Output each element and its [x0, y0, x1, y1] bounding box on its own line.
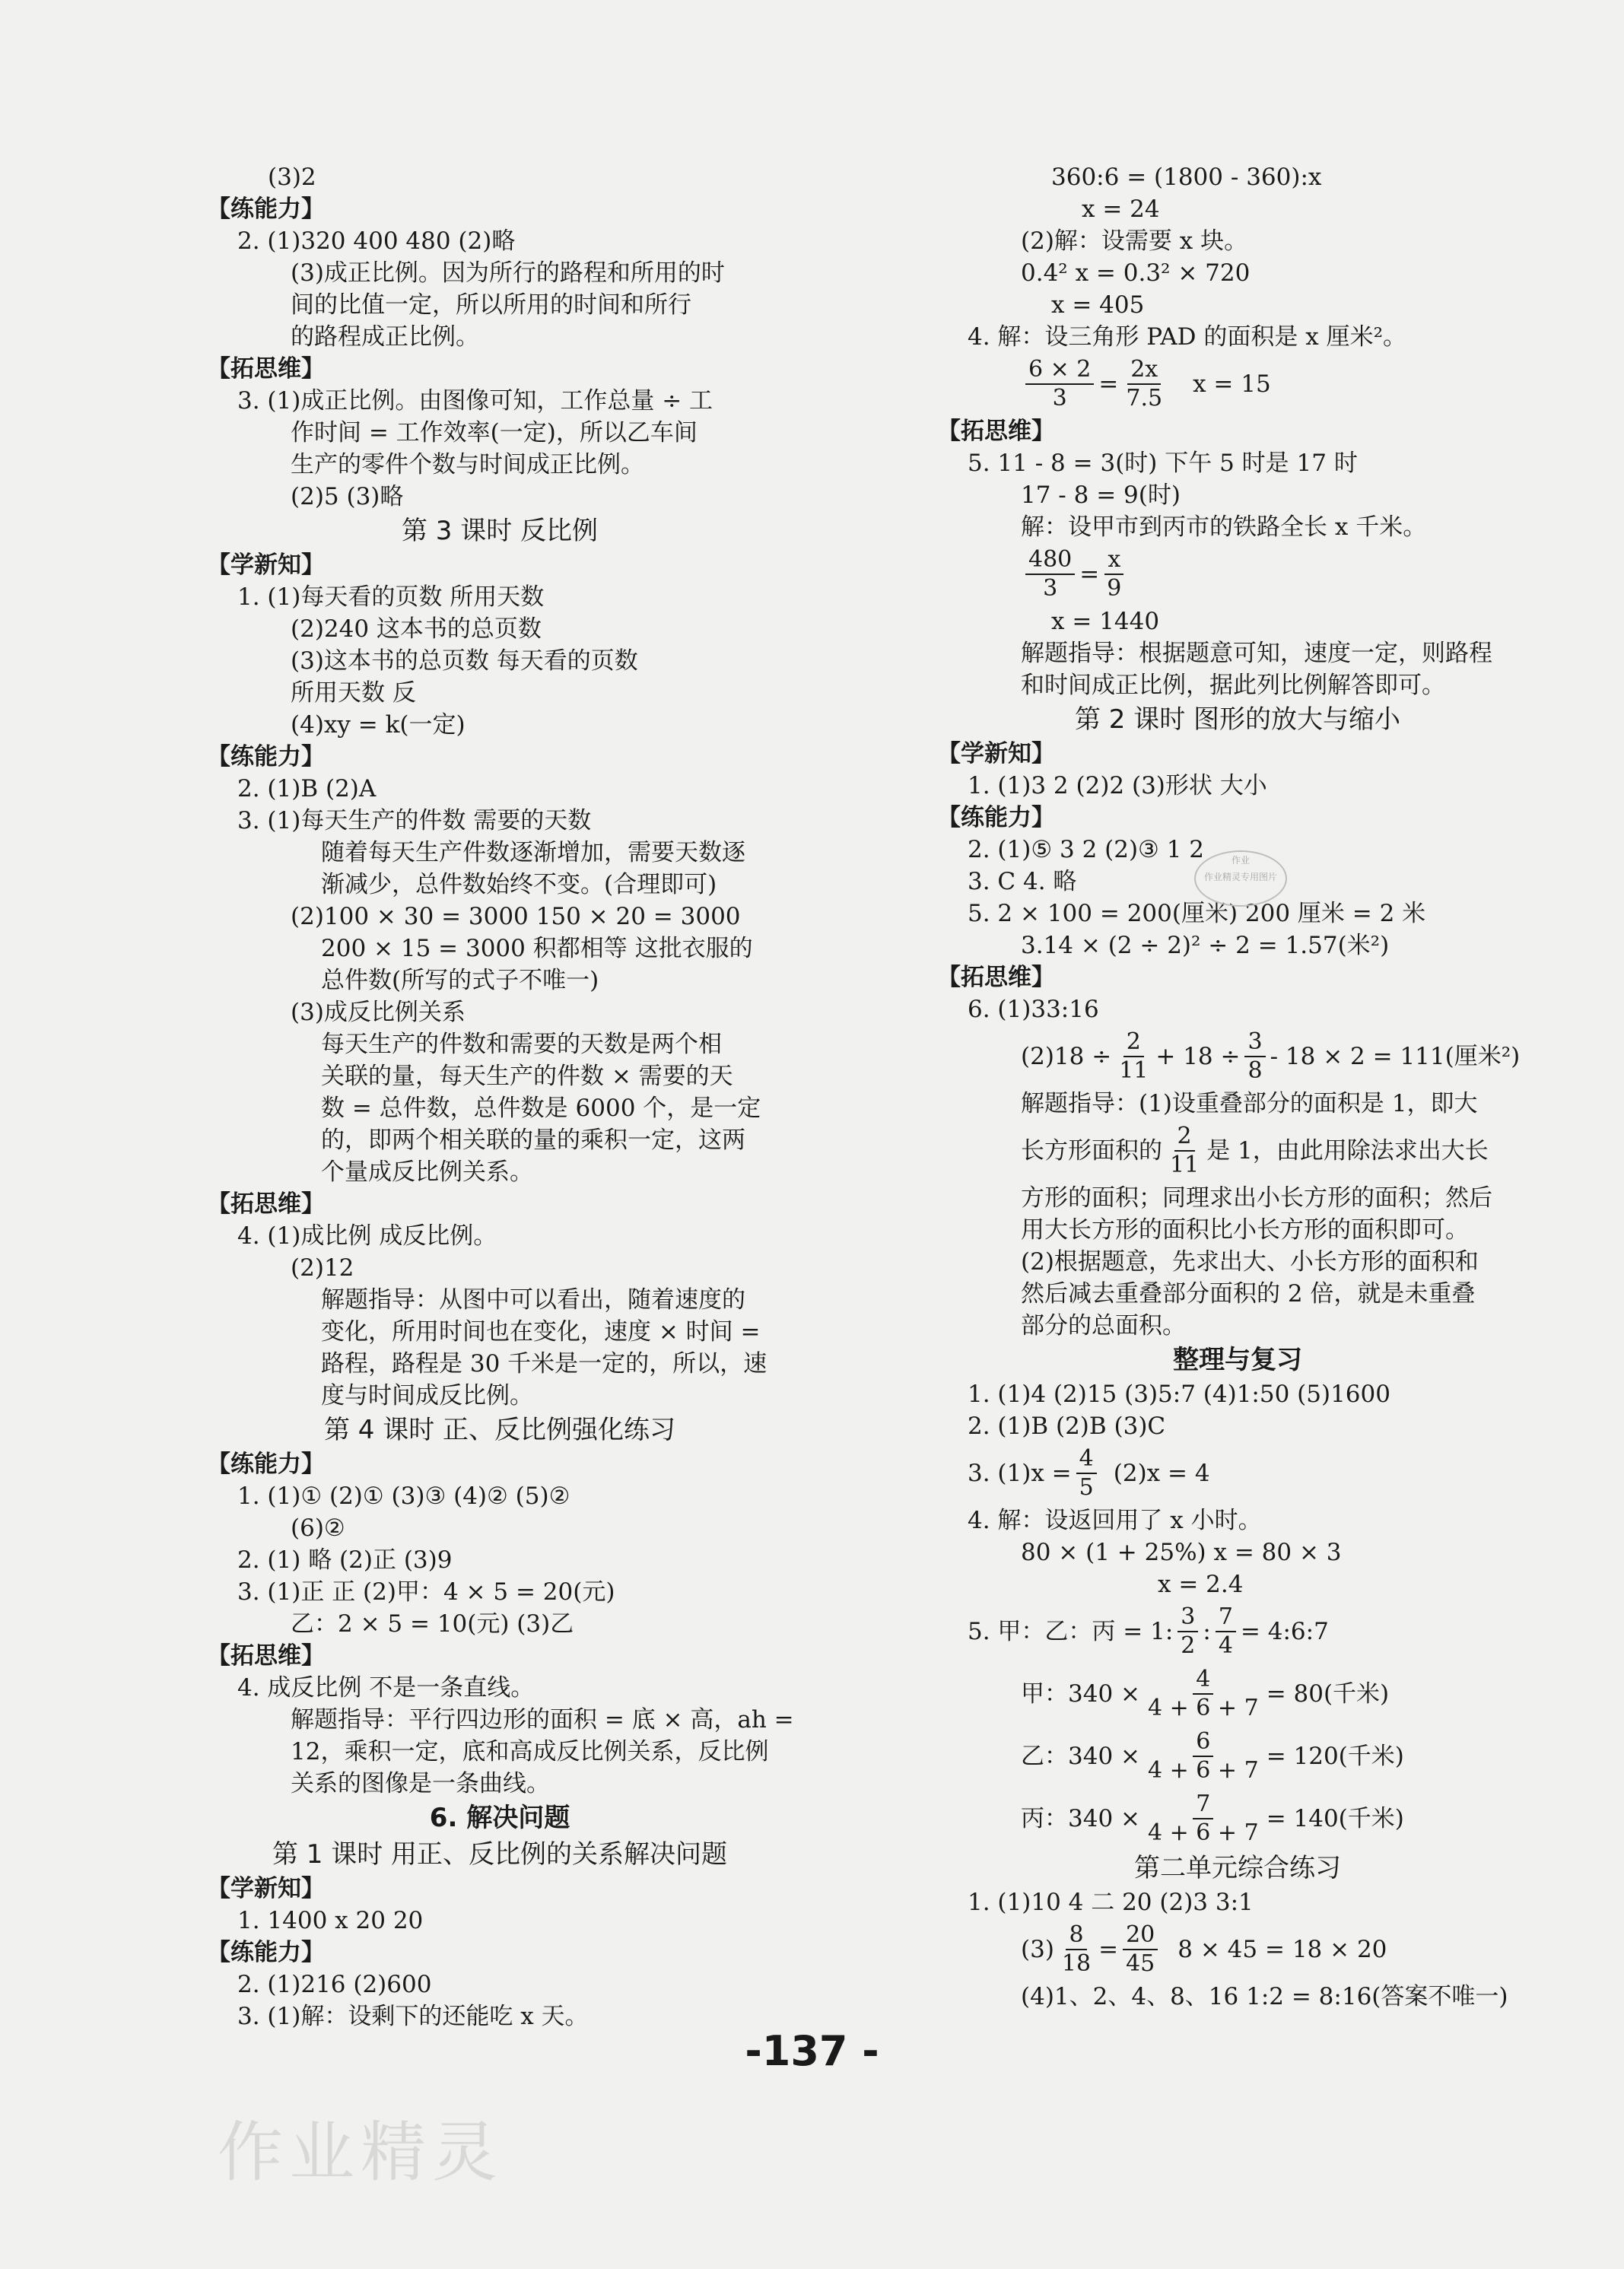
text-line: 1. (1)每天看的页数 所用天数: [237, 583, 545, 611]
text-line: 作时间 = 工作效率(一定)，所以乙车间: [291, 419, 698, 446]
text-line: 解题指导：(1)设重叠部分的面积是 1，即大: [1021, 1090, 1478, 1117]
text-line: (2)100 × 30 = 3000 150 × 20 = 3000: [291, 903, 741, 930]
text-line: 数 = 总件数，总件数是 6000 个，是一定: [321, 1095, 761, 1122]
text-line: 1. (1)10 4 二 20 (2)3 3:1: [968, 1889, 1254, 1916]
section-heading: 【学新知】: [937, 740, 1055, 767]
text-line: (3)成正比例。因为所行的路程和所用的时: [291, 259, 725, 287]
text-line: (2)根据题意，先求出大、小长方形的面积和: [1021, 1248, 1479, 1276]
text-line: 间的比值一定，所以所用的时间和所行: [291, 291, 691, 319]
stamp: 作业 作业精灵专用图片: [1194, 850, 1287, 907]
text-line: 1. (1)4 (2)15 (3)5:7 (4)1:50 (5)1600: [968, 1381, 1390, 1408]
text-line: 4. (1)成比例 成反比例。: [237, 1222, 497, 1250]
text-line: x = 405: [1051, 291, 1145, 319]
section-heading: 【练能力】: [937, 804, 1055, 831]
text-line: 3. (1)每天生产的件数 需要的天数: [237, 807, 592, 834]
text-line: 5. 2 × 100 = 200(厘米) 200 厘米 = 2 米: [968, 900, 1426, 927]
lesson-title: 第二单元综合练习: [1134, 1853, 1341, 1883]
equation-line: 3. (1)x = $\frac{4}{5}$ (2)x = 4: [968, 1445, 1210, 1501]
section-heading: 【学新知】: [207, 551, 325, 579]
section-heading: 【练能力】: [207, 1451, 325, 1478]
fraction: $\frac{2}{11}$: [1119, 1028, 1149, 1084]
equation-line: (2)18 ÷ $\frac{2}{11}$ + 18 ÷ $\frac{3}{8}$ - 18 × 2 = 111(厘米²): [1021, 1028, 1521, 1084]
equation-line: $\frac{6 \times 2}{3}$ = $\frac{2x}{7.5}$ x = 15: [937, 353, 1538, 415]
text-line: 360:6 = (1800 - 360):x: [1051, 164, 1322, 191]
section-title: 整理与复习: [1173, 1345, 1302, 1375]
text-line: (3)成反比例关系: [291, 999, 466, 1026]
text-line: (2)解：设需要 x 块。: [1021, 227, 1248, 255]
text-line: 解题指导：根据题意可知，速度一定，则路程: [1021, 640, 1492, 667]
equation-line: (3) $\frac{8}{18}$ = $\frac{20}{45}$ 8 × 45 = 18 × 20: [1021, 1921, 1387, 1977]
fraction: $\frac{20}{45}$: [1123, 1921, 1158, 1978]
text-line: x = 2.4: [1158, 1571, 1244, 1598]
text-line: 生产的零件个数与时间成正比例。: [291, 451, 644, 478]
equation-line: $\frac{480}{3}$ = $\frac{x}{9}$: [937, 543, 1538, 605]
text-line: 方形的面积；同理求出小长方形的面积；然后: [1021, 1184, 1492, 1212]
text-line: 然后减去重叠部分面积的 2 倍，就是未重叠: [1021, 1280, 1476, 1308]
watermark: 作业精灵: [218, 2115, 504, 2191]
fraction: $\frac{8}{18}$: [1061, 1921, 1092, 1977]
page-number: -137 -: [745, 2027, 879, 2075]
fraction: $\frac{7}{4}$: [1216, 1603, 1236, 1660]
text-line: 80 × (1 + 25%) x = 80 × 3: [1021, 1539, 1342, 1566]
section-heading: 【学新知】: [207, 1875, 325, 1902]
text-line: 200 × 15 = 3000 积都相等 这批衣服的: [321, 935, 753, 962]
text-line: 5. 11 - 8 = 3(时) 下午 5 时是 17 时: [968, 450, 1358, 477]
right-column: [937, 161, 1538, 2013]
lesson-title: 第 4 课时 正、反比例强化练习: [323, 1415, 676, 1445]
text-line: 1. 1400 x 20 20: [237, 1907, 424, 1934]
lesson-title: 第 1 课时 用正、反比例的关系解决问题: [272, 1839, 728, 1870]
text-line: (6)②: [291, 1514, 345, 1542]
text-line: 2. (1)B (2)B (3)C: [968, 1413, 1166, 1440]
text-line: 个量成反比例关系。: [321, 1158, 533, 1186]
text-line: 4. 成反比例 不是一条直线。: [237, 1674, 535, 1702]
fraction: $\frac{3}{8}$: [1244, 1028, 1265, 1085]
text-line: 3.14 × (2 ÷ 2)² ÷ 2 = 1.57(米²): [1021, 932, 1390, 959]
section-heading: 【拓思维】: [207, 1642, 325, 1670]
text-line: x = 24: [1082, 195, 1160, 223]
text-line: 3. (1)解：设剩下的还能吃 x 天。: [237, 2003, 589, 2030]
fraction: $\frac{3}{2}$: [1177, 1603, 1198, 1660]
text-line: 3. (1)正 正 (2)甲：4 × 5 = 20(元): [237, 1578, 615, 1606]
equation-line: 丙：340 × $\frac{7}{4 + 6 + 7}$ = 140(千米): [1021, 1791, 1404, 1846]
text-line: 所用天数 反: [291, 679, 416, 707]
lesson-title: 6. 解决问题: [429, 1803, 570, 1833]
text-line: 17 - 8 = 9(时): [1021, 481, 1181, 509]
fraction: $\frac{7}{4 + 6 + 7}$: [1148, 1791, 1259, 1846]
text-line: 乙：2 × 5 = 10(元) (3)乙: [291, 1610, 574, 1638]
text-line: 4. 解：设三角形 PAD 的面积是 x 厘米²。: [968, 323, 1407, 351]
fraction: $\frac{4}{5}$: [1076, 1445, 1097, 1502]
text-line: (3)这本书的总页数 每天看的页数: [291, 647, 638, 675]
text-line: 和时间成正比例，据此列比例解答即可。: [1021, 672, 1445, 699]
text-line: 2. (1) 略 (2)正 (3)9: [237, 1546, 453, 1574]
text-line: 随着每天生产件数逐渐增加，需要天数逐: [321, 839, 745, 866]
lesson-title: 第 3 课时 反比例: [401, 516, 599, 546]
fraction: $\frac{6}{4 + 6 + 7}$: [1148, 1728, 1259, 1784]
text-line: 4. 解：设返回用了 x 小时。: [968, 1507, 1262, 1534]
text-line: 3. C 4. 略: [968, 868, 1077, 895]
text-line: 3. (1)成正比例。由图像可知，工作总量 ÷ 工: [237, 387, 713, 415]
equation-line: 长方形面积的 $\frac{2}{11}$ 是 1，由此用除法求出大长: [1021, 1123, 1489, 1178]
section-heading: 【练能力】: [207, 743, 325, 771]
fraction: $\frac{2}{11}$: [1170, 1123, 1200, 1178]
lesson-title: 第 2 课时 图形的放大与缩小: [1074, 704, 1401, 735]
left-column: [207, 161, 793, 2032]
fraction: $\frac{x}{9}$: [1104, 546, 1124, 602]
text-line: 总件数(所写的式子不唯一): [321, 967, 599, 994]
text-line: 度与时间成反比例。: [321, 1382, 533, 1409]
text-line: 2. (1)320 400 480 (2)略: [237, 227, 516, 255]
fraction: $\frac{2x}{7.5}$: [1126, 356, 1163, 412]
section-heading: 【拓思维】: [937, 964, 1055, 991]
text-line: 部分的总面积。: [1021, 1312, 1186, 1339]
text-line: 变化，所用时间也在变化，速度 × 时间 =: [321, 1318, 761, 1346]
text-line: 每天生产的件数和需要的天数是两个相: [321, 1031, 722, 1058]
text-line: 解题指导：平行四边形的面积 = 底 × 高，ah =: [291, 1706, 794, 1734]
text-line: (3)2: [268, 164, 316, 191]
text-line: 关联的量，每天生产的件数 × 需要的天: [321, 1063, 733, 1090]
text-line: 用大长方形的面积比小长方形的面积即可。: [1021, 1216, 1469, 1244]
section-heading: 【练能力】: [207, 1939, 325, 1966]
section-heading: 【拓思维】: [207, 355, 325, 383]
text-line: 2. (1)216 (2)600: [237, 1971, 432, 1998]
text-line: 2. (1)⑤ 3 2 (2)③ 1 2: [968, 836, 1204, 863]
text-line: 的，即两个相关联的量的乘积一定，这两: [321, 1127, 745, 1154]
text-line: 关系的图像是一条曲线。: [291, 1770, 550, 1797]
fraction: $\frac{6 \times 2}{3}$: [1025, 356, 1094, 412]
equation-line: 乙：340 × $\frac{6}{4 + 6 + 7}$ = 120(千米): [1021, 1728, 1404, 1784]
text-line: (2)12: [291, 1254, 354, 1282]
equation-line: 甲：340 × $\frac{4}{4 + 6 + 7}$ = 80(千米): [1021, 1666, 1390, 1721]
text-line: 的路程成正比例。: [291, 323, 479, 351]
text-line: 2. (1)B (2)A: [237, 775, 377, 802]
text-line: 6. (1)33:16: [968, 996, 1099, 1023]
equation-line: 5. 甲：乙：丙 = 1: $\frac{3}{2}$ : $\frac{7}{4}$ = 4:6:7: [968, 1603, 1329, 1659]
text-line: (4)1、2、4、8、16 1:2 = 8:16(答案不唯一): [1021, 1983, 1508, 2010]
section-heading: 【拓思维】: [937, 418, 1055, 445]
fraction: $\frac{4}{4 + 6 + 7}$: [1148, 1666, 1259, 1721]
text-line: 路程，路程是 30 千米是一定的，所以，速: [321, 1350, 768, 1378]
text-line: 1. (1)① (2)① (3)③ (4)② (5)②: [237, 1482, 570, 1510]
text-line: 渐减少，总件数始终不变。(合理即可): [321, 871, 717, 898]
text-line: 解题指导：从图中可以看出，随着速度的: [321, 1286, 745, 1314]
text-line: 12，乘积一定，底和高成反比例关系，反比例: [291, 1738, 769, 1765]
text-line: 解：设甲市到丙市的铁路全长 x 千米。: [1021, 513, 1427, 541]
fraction: $\frac{480}{3}$: [1025, 546, 1075, 602]
text-line: x = 1440: [1051, 608, 1160, 635]
text-line: 0.4² x = 0.3² × 720: [1021, 259, 1251, 287]
text-line: (2)5 (3)略: [291, 483, 404, 510]
text-line: (4)xy = k(一定): [291, 711, 466, 739]
text-line: 1. (1)3 2 (2)2 (3)形状 大小: [968, 772, 1267, 799]
text-line: (2)240 这本书的总页数: [291, 615, 542, 643]
section-heading: 【拓思维】: [207, 1190, 325, 1218]
section-heading: 【练能力】: [207, 195, 325, 223]
